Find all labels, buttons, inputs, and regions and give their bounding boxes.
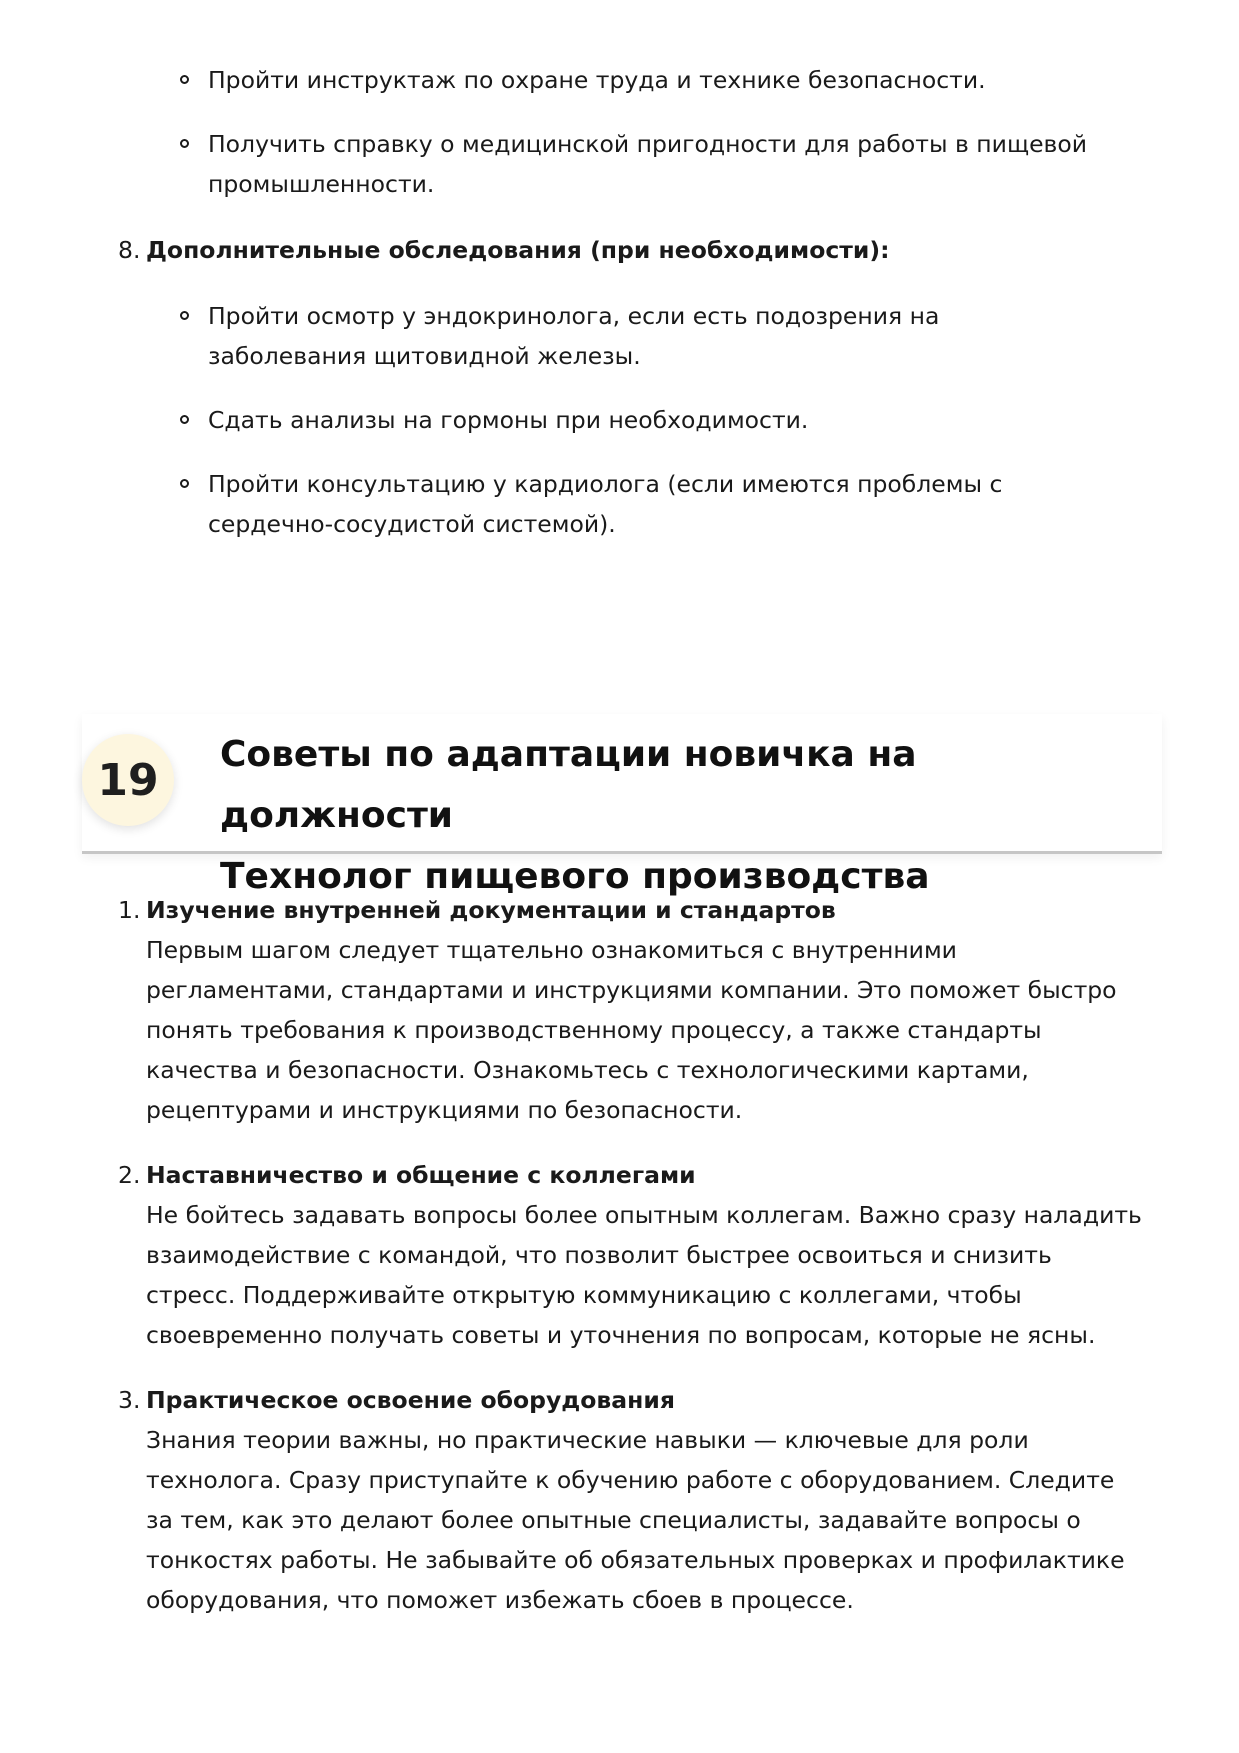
tip-header — [118, 890, 1158, 930]
bullet-list-item8 — [180, 296, 1100, 568]
tip-header — [118, 1155, 1158, 1195]
list-number: 2. — [118, 1161, 141, 1189]
hollow-bullet-icon — [180, 415, 189, 424]
list-heading: Дополнительные обследования (при необходимости): — [146, 236, 890, 264]
list-item — [180, 124, 1100, 204]
list-item-text: Пройти консультацию у кардиолога (если имеются проблемы с сердечно-сосудистой системой). — [208, 470, 1003, 538]
section-title-line: Советы по адаптации новичка на должности — [220, 734, 917, 836]
list-item-text: Пройти инструктаж по охране труда и технике безопасности. — [208, 66, 986, 94]
bullet-list-prev — [180, 60, 1100, 228]
section-title — [220, 724, 1140, 907]
hollow-bullet-icon — [180, 75, 189, 84]
tip-body: Не бойтесь задавать вопросы более опытным коллегам. Важно сразу наладить взаимодействие с командой, что позволит быстрее освоиться и снизить стресс. Поддерживайте открытую коммуникацию с коллегами, чтобы своевременно получать советы и уточнения по вопросам, которые не ясны. — [146, 1201, 1142, 1349]
list-number: 3. — [118, 1386, 141, 1414]
tip-body: Знания теории важны, но практические навыки — ключевые для роли технолога. Сразу приступайте к обучению работе с оборудованием. Следите за тем, как это делают более опытные специалисты, задавайте вопросы о тонкостях работы. Не забывайте об обязательных проверках и профилактике оборудования, что поможет избежать сбоев в процессе. — [146, 1426, 1125, 1614]
list-item — [180, 400, 1100, 440]
list-item — [180, 464, 1100, 544]
section-title-line: Технолог пищевого производства — [220, 856, 930, 897]
list-item-text: Пройти осмотр у эндокринолога, если есть подозрения на заболевания щитовидной железы. — [208, 302, 940, 370]
tip-item — [118, 1155, 1158, 1355]
section-number-badge: 19 — [82, 734, 174, 826]
hollow-bullet-icon — [180, 139, 189, 148]
tip-body: Первым шагом следует тщательно ознакомиться с внутренними регламентами, стандартами и инструкциями компании. Это поможет быстро понять требования к производственному процессу, а также стандарты качества и безопасности. Ознакомьтесь с технологическими картами, рецептурами и инструкциями по безопасности. — [146, 936, 1117, 1124]
tip-item — [118, 890, 1158, 1130]
hollow-bullet-icon — [180, 311, 189, 320]
list-item — [180, 60, 1100, 100]
tip-title: Наставничество и общение с коллегами — [146, 1161, 696, 1189]
list-number: 1. — [118, 896, 141, 924]
list-item-text: Получить справку о медицинской пригодности для работы в пищевой промышленности. — [208, 130, 1088, 198]
tip-title: Практическое освоение оборудования — [146, 1386, 675, 1414]
hollow-bullet-icon — [180, 479, 189, 488]
list-item — [180, 296, 1100, 376]
list-number: 8. — [118, 236, 141, 264]
tip-title: Изучение внутренней документации и стандартов — [146, 896, 836, 924]
list-item-text: Сдать анализы на гормоны при необходимости. — [208, 406, 809, 434]
numbered-heading-8 — [118, 230, 890, 270]
tip-header — [118, 1380, 1158, 1420]
section-header — [82, 714, 1162, 897]
tip-item — [118, 1380, 1158, 1620]
